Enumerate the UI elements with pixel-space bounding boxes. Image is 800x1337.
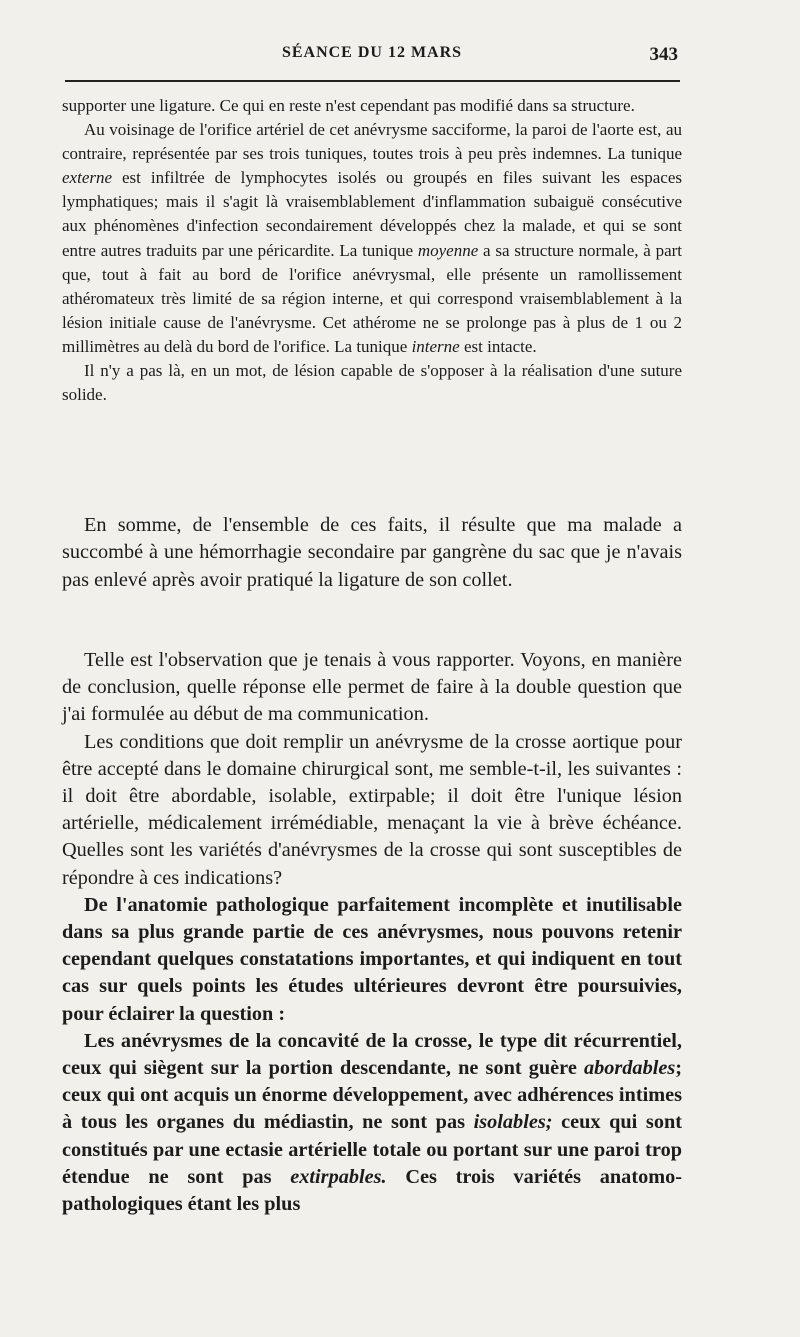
emphasis-moyenne: moyenne	[417, 240, 479, 260]
emphasis-isolables: isolables;	[473, 1111, 553, 1134]
emphasis-externe: externe	[62, 168, 113, 188]
report-text: Au voisinage de l'orifice artériel de cet anévrysme sacciforme, la paroi de l'aorte est, au contraire, représentée par ses trois tuniques, toutes trois à peu près indemnes. La tunique	[62, 120, 682, 164]
report-text: est intacte.	[459, 336, 537, 356]
emphasis-abordables: abordables	[583, 1057, 676, 1080]
conclusion-paragraph: En somme, de l'ensemble de ces faits, il résulte que ma malade a succombé à une hémorrhagie secondaire par gangrène du sac que je n'avais pas enlevé après avoir pratiqué la ligature de son collet.	[62, 514, 682, 591]
discussion-paragraph-1: Telle est l'observation que je tenais à vous rapporter. Voyons, en manière de conclusion, quelle réponse elle permet de faire à la double question que j'ai formulée au début de ma communication.	[62, 649, 682, 726]
discussion-paragraph-2: Les conditions que doit remplir un anévrysme de la crosse aortique pour être accepté dans le domaine chirurgical sont, me semble-t-il, les suivantes : il doit être abordable, isolable, extirpable; il doit être l'unique lésion artérielle, médicalement irrémédiable, menaçant la vie à brève échéance. Quelles sont les variétés d'anévrysmes de la crosse qui sont susceptibles de répondre à ces indications?	[62, 730, 682, 889]
running-header	[62, 44, 682, 72]
emphasis-interne: interne	[411, 336, 460, 356]
discussion-block	[62, 647, 682, 1218]
conclusion-block	[62, 512, 682, 594]
report-paragraph-1: supporter une ligature. Ce qui en reste n'est cependant pas modifié dans sa structure.	[62, 96, 635, 115]
pathology-report	[62, 94, 682, 407]
discussion-paragraph-3: De l'anatomie pathologique parfaitement incomplète et inutilisable dans sa plus grande partie de ces anévrysmes, nous pouvons retenir cependant quelques constatations importantes, et qui indiquent en tout cas sur quels points les études ultérieures devront être poursuivies, pour éclairer la question :	[62, 893, 682, 1025]
discussion-paragraph-4	[62, 1028, 682, 1218]
emphasis-extirpables: extirpables.	[290, 1165, 387, 1188]
discussion-text: Ces trois variétés anatomo-pathologiques étant les plus	[62, 1165, 682, 1216]
discussion-text: ; ceux qui ont acquis un énorme développement, avec adhérences intimes à tous les organes du médiastin, ne sont pas	[62, 1057, 682, 1134]
report-paragraph-2	[62, 118, 682, 359]
header-rule	[65, 80, 680, 82]
page-number: 343	[649, 44, 678, 65]
discussion-text: Les anévrysmes de la concavité de la crosse, le type dit récurrentiel, ceux qui siègent sur la portion descendante, ne sont guère	[62, 1029, 682, 1080]
report-text: est infiltrée de lymphocytes isolés ou groupés en files suivant les espaces lymphatiques; mais il s'agit là vraisemblablement d'inflammation subaiguë consécutive aux phénomènes d'infection secondairement développés chez la malade, et qui se sont entre autres traduits par une péricardite. La tunique	[62, 168, 682, 260]
discussion-text: ceux qui sont constitués par une ectasie artérielle totale ou portant sur une paroi trop étendue ne sont pas	[62, 1111, 682, 1188]
header-title: SÉANCE DU 12 MARS	[281, 44, 463, 61]
report-text: a sa structure normale, à part que, tout à fait au bord de l'orifice anévrysmal, elle présente un ramollissement athéromateux très limité de sa région interne, et qui correspond vraisemblablement à la lésion initiale cause de l'anévrysme. Cet athérome ne se prolonge pas à plus de 1 ou 2 millimètres au delà du bord de l'orifice. La tunique	[62, 240, 683, 356]
report-paragraph-3: Il n'y a pas là, en un mot, de lésion capable de s'opposer à la réalisation d'une suture solide.	[62, 361, 682, 405]
